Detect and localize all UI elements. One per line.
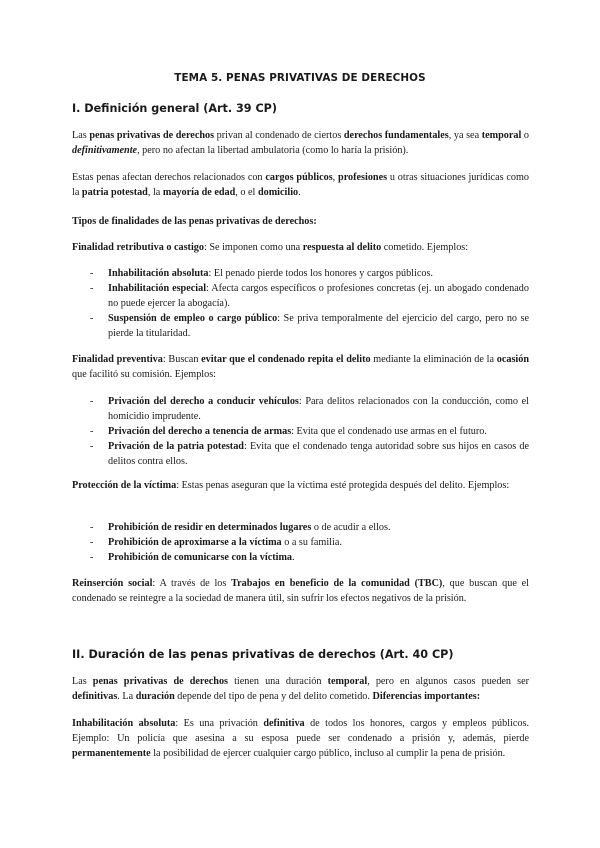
retributiva-intro: Finalidad retributiva o castigo: Se imponen como una respuesta al delito cometido. Ejemplos: [72,242,469,253]
section2-para2: Inhabilitación absoluta: Es una privación definitiva de todos los honores, cargos y empleos públicos. Ejemplo: Un policía que asesina a su esposa puede ser condenado a prisión y, además, pierde permanentemente la posibilidad de ejercer cualquier cargo público, incluso al cumplir la pena de prisión. [72,718,530,759]
section2-para1: Las penas privativas de derechos tienen una duración temporal, pero en algunos casos pueden ser definitivas. La duración depende del tipo de pena y del delito cometido. Diferencias importantes: [72,676,529,702]
retributiva-list [72,266,529,341]
proteccion-intro: Protección de la víctima: Estas penas aseguran que la víctima esté protegida después del delito. Ejemplos: [72,480,510,491]
section-heading-duracion: II. Duración de las penas privativas de derechos (Art. 40 CP) [72,648,454,661]
list-item: - Inhabilitación absoluta: El penado pierde todos los honores y cargos públicos. [72,266,529,281]
list-item: - Prohibición de comunicarse con la víctima. [72,550,529,565]
list-item: - Inhabilitación especial: Afecta cargos específicos o profesiones concretas (ej. un abogado condenado no puede ejercer la abogacía). [72,281,529,311]
list-item: - Privación del derecho a conducir vehículos: Para delitos relacionados con la conducción, como el homicidio imprudente. [72,394,529,424]
section1-para1: Las penas privativas de derechos privan al condenado de ciertos derechos fundamentales, ya sea temporal o definitivamente, pero no afectan la libertad ambulatoria (como lo haría la prisión). [72,130,529,156]
list-item: - Prohibición de aproximarse a la víctima o a su familia. [72,535,529,550]
list-item: - Prohibición de residir en determinados lugares o de acudir a ellos. [72,520,529,535]
tipos-heading: Tipos de finalidades de las penas privativas de derechos: [72,216,317,227]
list-item: - Suspensión de empleo o cargo público: Se priva temporalmente del ejercicio del cargo, pero no se pierde la titularidad. [72,311,529,341]
proteccion-list [72,520,529,565]
section-heading-definicion: I. Definición general (Art. 39 CP) [72,102,277,115]
preventiva-list [72,394,529,469]
reinsercion-para: Reinserción social: A través de los Trabajos en beneficio de la comunidad (TBC), que buscan que el condenado se reintegre a la sociedad de manera útil, sin sufrir los efectos negativos de la prisión. [72,578,529,604]
list-item: - Privación de la patria potestad: Evita que el condenado tenga autoridad sobre sus hijos en casos de delitos contra ellos. [72,439,529,469]
list-item: - Privación del derecho a tenencia de armas: Evita que el condenado use armas en el futuro. [72,424,529,439]
section1-para2: Estas penas afectan derechos relacionados con cargos públicos, profesiones u otras situaciones jurídicas como la patria potestad, la mayoría de edad, o el domicilio. [72,172,529,198]
page-title: TEMA 5. PENAS PRIVATIVAS DE DERECHOS [174,72,426,84]
preventiva-intro: Finalidad preventiva: Buscan evitar que el condenado repita el delito mediante la eliminación de la ocasión que facilitó su comisión. Ejemplos: [72,354,529,380]
